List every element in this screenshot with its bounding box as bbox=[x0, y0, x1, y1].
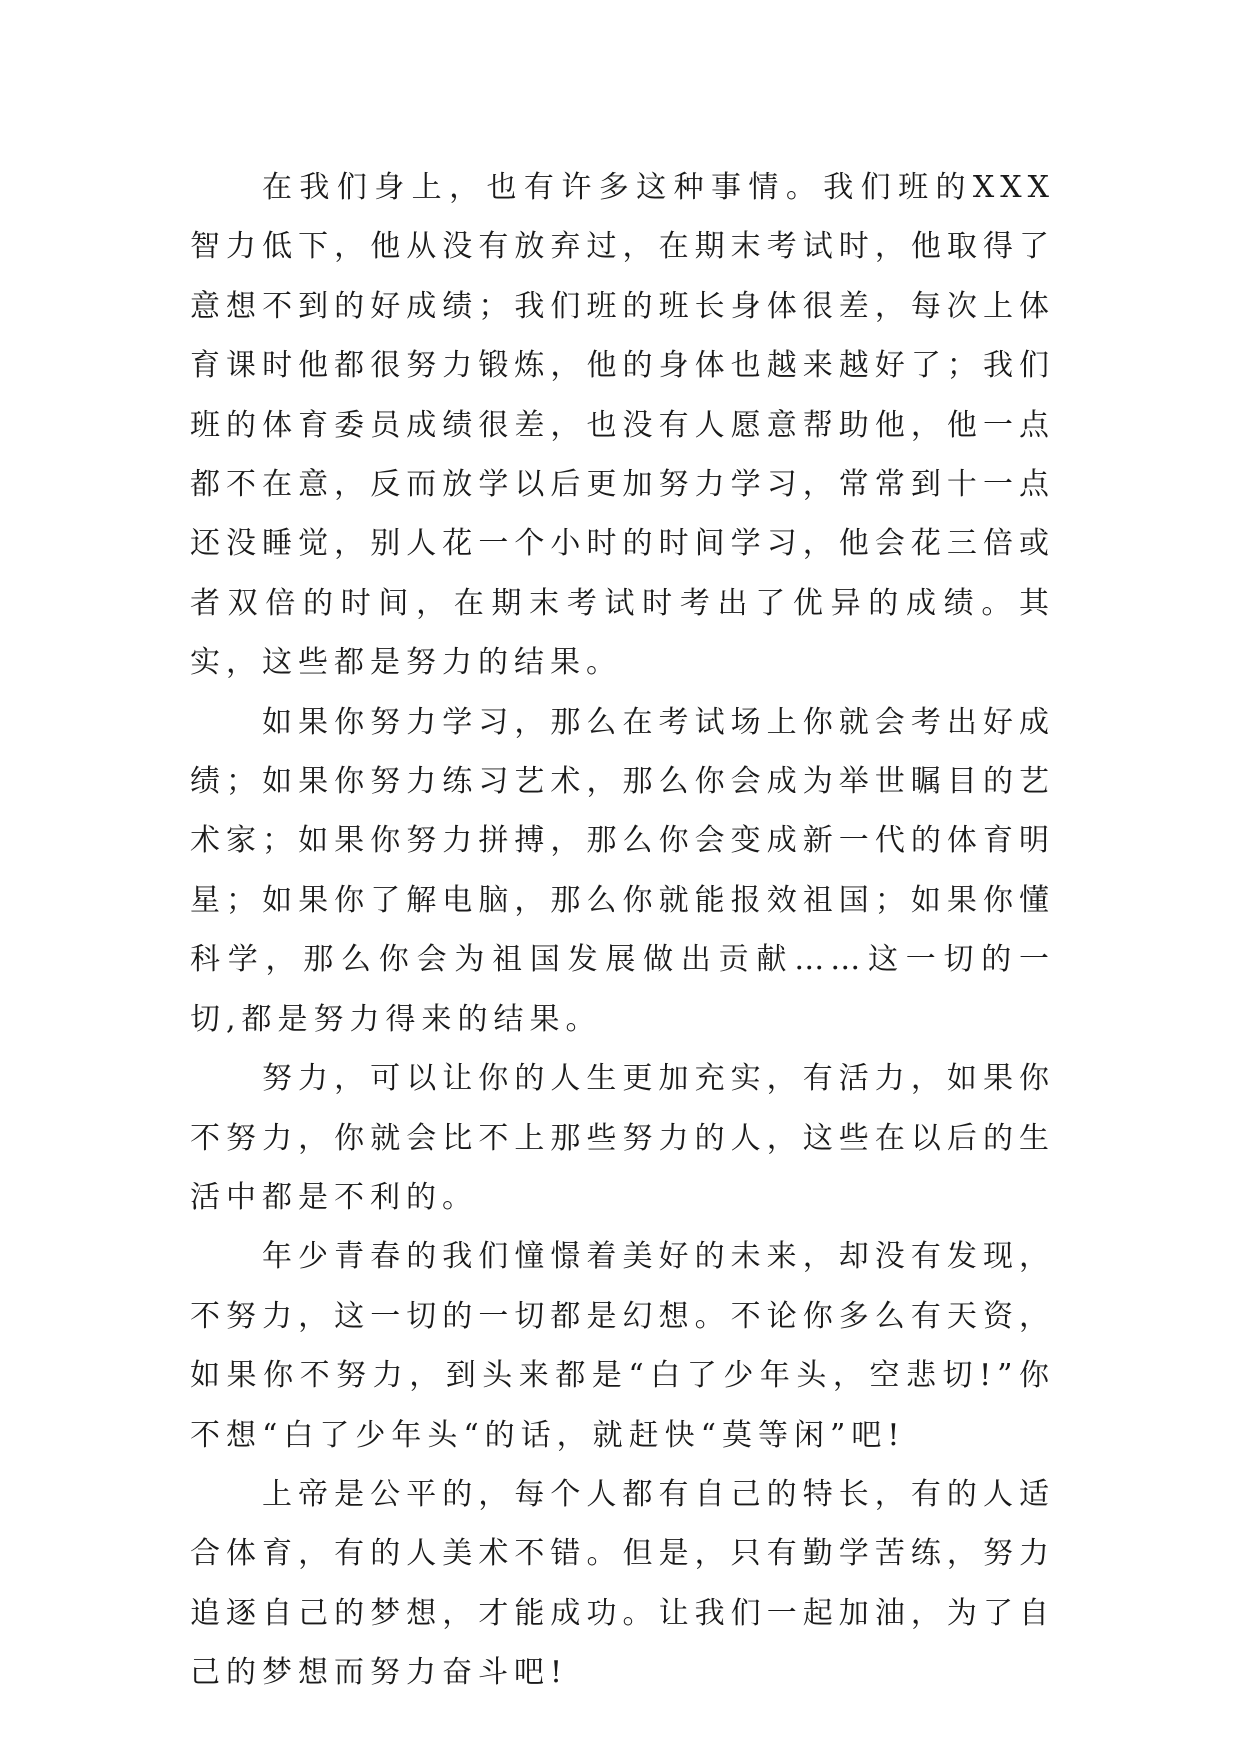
paragraph-3: 努力，可以让你的人生更加充实，有活力，如果你不努力，你就会比不上那些努力的人，这些在以后的生活中都是不利的。 bbox=[190, 1061, 1055, 1215]
document-page bbox=[190, 158, 1055, 1703]
paragraph-2: 如果你努力学习，那么在考试场上你就会考出好成绩；如果你努力练习艺术，那么你会成为举世瞩目的艺术家；如果你努力拼搏，那么你会变成新一代的体育明星；如果你了解电脑，那么你就能报效祖国；如果你懂科学，那么你会为祖国发展做出贡献……这一切的一切,都是努力得来的结果。 bbox=[190, 704, 1055, 1037]
paragraph-1: 在我们身上，也有许多这种事情。我们班的XXX智力低下，他从没有放弃过，在期末考试时，他取得了意想不到的好成绩；我们班的班长身体很差，每次上体育课时他都很努力锻炼，他的身体也越来越好了；我们班的体育委员成绩很差，也没有人愿意帮助他，他一点都不在意，反而放学以后更加努力学习，常常到十一点还没睡觉，别人花一个小时的时间学习，他会花三倍或者双倍的时间，在期末考试时考出了优异的成绩。其实，这些都是努力的结果。 bbox=[190, 170, 1055, 681]
paragraph-5: 上帝是公平的，每个人都有自己的特长，有的人适合体育，有的人美术不错。但是，只有勤学苦练，努力追逐自己的梦想，才能成功。让我们一起加油，为了自己的梦想而努力奋斗吧! bbox=[190, 1476, 1055, 1691]
paragraph-4: 年少青春的我们憧憬着美好的未来，却没有发现，不努力，这一切的一切都是幻想。不论你多么有天资，如果你不努力，到头来都是“白了少年头，空悲切!”你不想“白了少年头“的话，就赶快“莫等闲”吧! bbox=[190, 1239, 1055, 1453]
